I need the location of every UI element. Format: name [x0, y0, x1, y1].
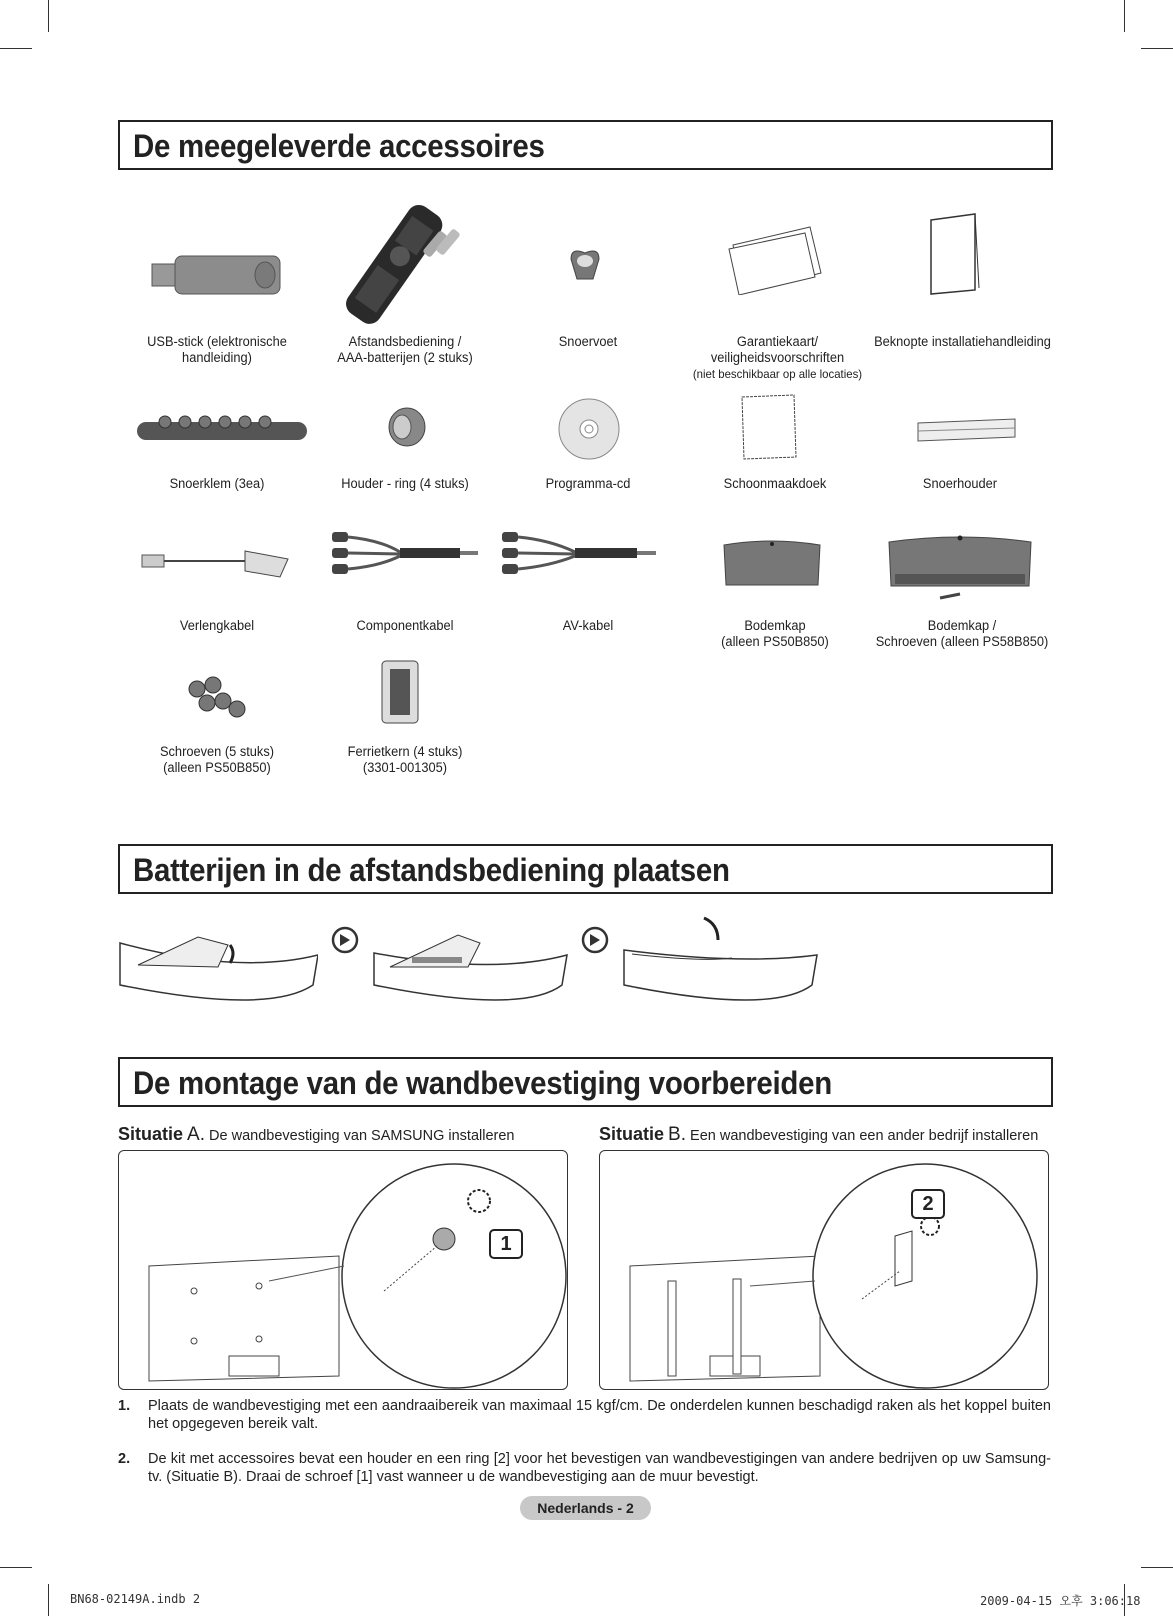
accessory-label: (3301-001305): [362, 760, 448, 775]
screws-illustration: [185, 675, 255, 730]
note-text: De kit met accessoires bevat een houder en een ring [2] voor het bevestigen van wandbevestigingen van andere bedrijven op uw Samsung-tv. (Situatie B). Draai de schroef [1] vast wanneer u de wandbevestiging aan de muur bevestigt.: [148, 1451, 1051, 1485]
situation-b-heading: [599, 1124, 1038, 1146]
accessory-label: Programma-cd: [545, 476, 631, 491]
remote-control-illustration: [335, 200, 470, 330]
note-1: [118, 1397, 1051, 1433]
accessory-label: Beknopte installatiehandleiding: [874, 334, 1051, 349]
accessory-label: AAA-batterijen (2 stuks): [337, 350, 473, 365]
print-slug-right: 2009-04-15 오후 3:06:18: [980, 1594, 1141, 1608]
battery-step-1-illustration: [118, 915, 318, 1015]
bottom-cover-large-illustration: [885, 530, 1035, 605]
crop-mark: [0, 48, 32, 49]
holder-ring-illustration: [385, 405, 430, 450]
accessory-cleaning-cloth: [685, 476, 866, 492]
accessory-remote-control: [315, 334, 496, 366]
quick-guide-illustration: [925, 212, 985, 297]
callout-2: [911, 1189, 945, 1219]
accessory-label: Houder - ring (4 stuks): [341, 476, 469, 491]
accessory-av-cable: [498, 618, 679, 634]
crop-mark: [1141, 1567, 1173, 1568]
accessory-label: Schroeven (alleen PS58B850): [875, 634, 1049, 649]
heading-text: Batterijen in de afstandsbediening plaatsen: [133, 852, 730, 888]
cable-holder-illustration: [915, 415, 1020, 445]
accessory-label: Ferrietkern (4 stuks): [347, 744, 463, 759]
accessory-label: Snoerhouder: [922, 476, 998, 491]
accessory-label: AV-kabel: [562, 618, 614, 633]
arrow-right-icon: [331, 926, 359, 954]
accessory-cable-foot: [498, 334, 679, 350]
cable-foot-illustration: [565, 245, 605, 290]
situation-a-heading: [118, 1124, 515, 1146]
accessory-program-cd: [498, 476, 679, 492]
cable-clamp-illustration: [135, 410, 310, 445]
situation-b-illustration: [599, 1150, 1049, 1390]
accessory-cable-holder: [870, 476, 1051, 492]
ferrite-core-illustration: [378, 655, 423, 730]
accessory-extension-cable: [127, 618, 308, 634]
accessory-usb-stick: [127, 334, 308, 366]
situation-b-text: Een wandbevestiging van een ander bedrijf installeren: [690, 1128, 1039, 1144]
accessory-label: (alleen PS50B850): [163, 760, 271, 775]
accessory-label: (niet beschikbaar op alle locaties): [692, 367, 863, 381]
situation-a-text: De wandbevestiging van SAMSUNG installeren: [209, 1128, 515, 1144]
crop-mark: [0, 1567, 32, 1568]
print-slug-left: BN68-02149A.indb 2: [70, 1592, 201, 1606]
crop-mark: [48, 0, 49, 32]
crop-mark: [1124, 0, 1125, 32]
situation-b-label: Situatie: [599, 1124, 665, 1144]
accessory-label: Snoervoet: [558, 334, 618, 349]
cleaning-cloth-illustration: [738, 393, 800, 463]
section-batteries-title: [118, 844, 1053, 894]
crop-mark: [48, 1584, 49, 1616]
accessory-warranty-card: [685, 334, 870, 382]
note-number: 2.: [118, 1451, 131, 1467]
accessory-label: Afstandsbediening /: [348, 334, 462, 349]
battery-step-2-illustration: [372, 915, 572, 1015]
accessory-cable-clamp: [127, 476, 308, 492]
callout-2-number: 2: [922, 1193, 934, 1215]
arrow-right-icon: [581, 926, 609, 954]
heading-text: De montage van de wandbevestiging voorbereiden: [133, 1065, 832, 1101]
accessory-label: handleiding): [182, 350, 252, 365]
accessory-screws: [127, 744, 308, 776]
bottom-cover-small-illustration: [720, 535, 825, 590]
accessory-quick-guide: [865, 334, 1060, 350]
accessory-holder-ring: [315, 476, 496, 492]
accessory-ferrite-core: [315, 744, 496, 776]
situation-a-label: Situatie: [118, 1124, 184, 1144]
section-accessories-title: [118, 120, 1053, 170]
accessory-label: Componentkabel: [356, 618, 454, 633]
accessory-label: USB-stick (elektronische: [147, 334, 287, 349]
section-wallmount-title: [118, 1057, 1053, 1107]
accessory-label: veiligheidsvoorschriften: [710, 350, 845, 365]
accessory-label: Verlengkabel: [179, 618, 255, 633]
accessory-label: (alleen PS50B850): [721, 634, 829, 649]
battery-step-3-illustration: [622, 910, 822, 1015]
page-number-text: Nederlands - 2: [537, 1500, 634, 1516]
component-cable-illustration: [330, 530, 480, 580]
extension-cable-illustration: [140, 545, 290, 580]
accessory-label: Bodemkap /: [927, 618, 997, 633]
accessory-label: Schoonmaakdoek: [723, 476, 827, 491]
program-cd-illustration: [557, 397, 622, 462]
heading-text: De meegeleverde accessoires: [133, 128, 545, 164]
callout-1: [489, 1229, 523, 1259]
situation-a-illustration: [118, 1150, 568, 1390]
accessory-label: Garantiekaart/: [736, 334, 819, 349]
accessory-label: Schroeven (5 stuks): [159, 744, 275, 759]
accessory-bottom-cover-small: [685, 618, 866, 650]
note-text: Plaats de wandbevestiging met een aandraaibereik van maximaal 15 kgf/cm. De onderdelen kunnen beschadigd raken als het koppel buiten het opgegeven bereik valt.: [148, 1398, 1051, 1432]
accessory-label: Snoerklem (3ea): [169, 476, 265, 491]
situation-a-letter: A.: [187, 1124, 205, 1145]
callout-1-number: 1: [500, 1233, 512, 1255]
page-number-badge: [520, 1496, 651, 1520]
warranty-card-illustration: [725, 225, 825, 295]
usb-stick-illustration: [150, 250, 285, 300]
av-cable-illustration: [500, 530, 660, 580]
note-number: 1.: [118, 1398, 131, 1414]
crop-mark: [1141, 48, 1173, 49]
note-2: [118, 1450, 1051, 1486]
accessory-label: Bodemkap: [744, 618, 806, 633]
situation-b-letter: B.: [668, 1124, 686, 1145]
accessory-bottom-cover-large: [862, 618, 1062, 650]
accessory-component-cable: [315, 618, 496, 634]
